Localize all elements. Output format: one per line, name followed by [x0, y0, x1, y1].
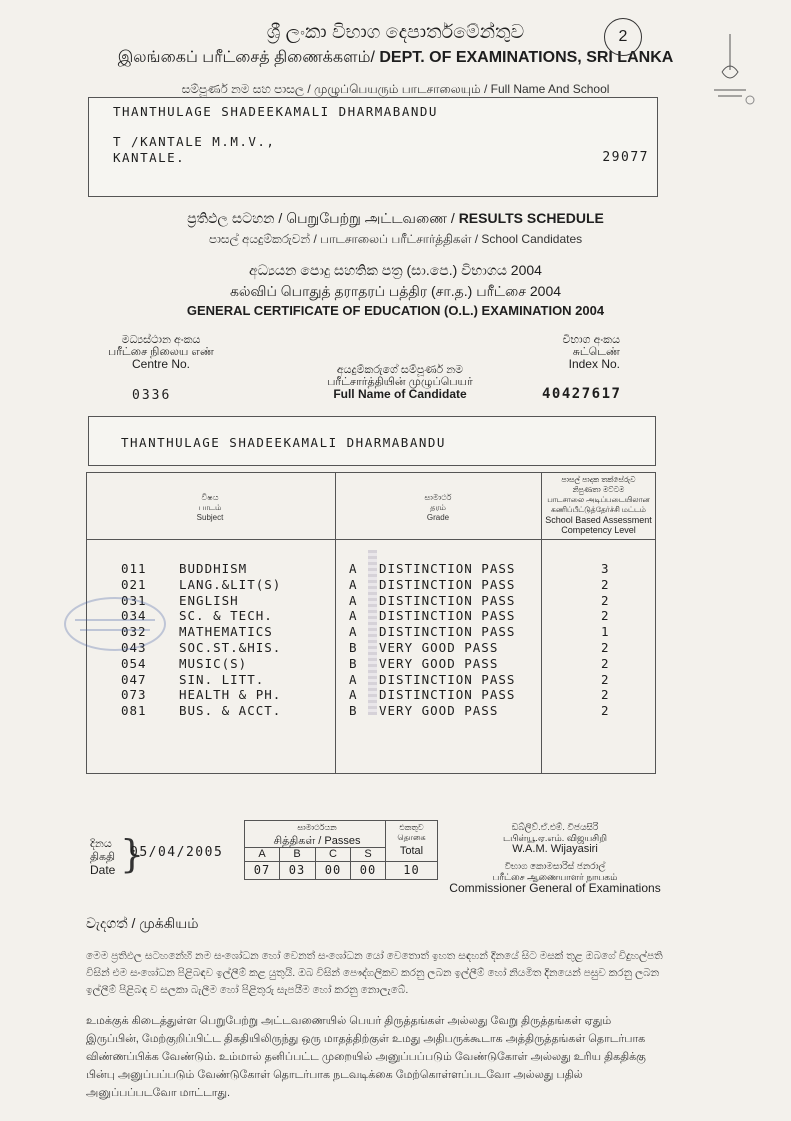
subject-code: 031 [121, 592, 147, 608]
commissioner-signature-block [440, 822, 670, 894]
pass-letter-c: C [329, 848, 337, 860]
subject-name: BUDDHISM [179, 561, 248, 576]
subject-name: SOC.ST.&HIS. [179, 640, 282, 655]
school-candidates-subtitle: පාසල් අයදුම්කරුවන් / பாடசாலைப் பரீட்சார்த்திகள் / School Candidates [208, 232, 583, 246]
school-line-2: KANTALE. [113, 150, 186, 165]
box-candidate-name: THANTHULAGE SHADEEKAMALI DHARMABANDU [113, 104, 438, 119]
pass-letter-b: B [293, 848, 301, 860]
total-ta: தொகை [397, 833, 426, 842]
pass-total: 10 [403, 863, 420, 877]
competency-level: 2 [601, 592, 610, 608]
grade-letter: A [349, 687, 358, 703]
header-sinhala: ශ්‍රී ලංකා විභාග දෙපාර්තමේන්තුව [266, 22, 525, 43]
passes-header: சித்திகள் / Passes [273, 835, 361, 847]
subject-code: 054 [121, 655, 147, 671]
handwritten-mark-icon [700, 30, 760, 110]
header-bilingual [0, 48, 791, 68]
candidate-name-box [88, 416, 656, 466]
index-label-si: විභාග අංකය [562, 334, 620, 346]
grade-letter: B [349, 703, 358, 719]
index-number: 40427617 [542, 386, 622, 402]
exam-title-si: අධ්‍යයන පොදු සහතික පත්‍ර (සා.පෙ.) විභාගය 2004 [249, 262, 542, 278]
grade-letter: A [349, 608, 358, 624]
subject-code: 047 [121, 671, 147, 687]
subject-name: MATHEMATICS [179, 624, 273, 640]
competency-level: 2 [601, 655, 610, 671]
subject-name: SC. & TECH. [179, 608, 273, 624]
title-en: RESULTS SCHEDULE [458, 210, 604, 226]
grade-letter: A [349, 671, 358, 687]
commissioner-name-en: W.A.M. Wijayasiri [512, 843, 598, 855]
school-line-1: T /KANTALE M.M.V., [113, 134, 276, 149]
grade-header-si: සාමාර්ථ [424, 493, 452, 502]
passes-header-si: සාමාර්ථයන [297, 823, 337, 832]
subject-name: BUS. & ACCT. [179, 703, 282, 719]
pass-letter-s: S [364, 848, 372, 860]
centre-label-ta: பரீட்சை நிலைய எண் [108, 346, 214, 358]
grade-text: DISTINCTION PASS [379, 671, 516, 687]
header-english: DEPT. OF EXAMINATIONS, SRI LANKA [379, 49, 674, 66]
results-schedule-title: ප්‍රතිඵල සටහන / பெறுபேற்று அட்டவணை / RESULTS SCHEDULE [187, 210, 604, 226]
commissioner-title-si: විභාග කොමසාරිස් ජනරාල් [504, 861, 606, 871]
grade-letter: A [349, 624, 358, 640]
pass-count-c: 00 [324, 863, 342, 877]
grade-text: DISTINCTION PASS [379, 687, 516, 703]
grade-header-en: Grade [426, 513, 450, 522]
grade-text: DISTINCTION PASS [379, 624, 516, 640]
title-ta: பெறுபேற்று அட்டவணை [286, 210, 448, 226]
competency-level: 2 [601, 703, 610, 719]
centre-label-si: මධ්‍යස්ථාන අංකය [121, 334, 201, 346]
date-brace-icon: } [120, 832, 145, 876]
page-number-circle: 2 [604, 18, 642, 56]
grade-text: DISTINCTION PASS [379, 592, 516, 608]
date-label-en: Date [90, 863, 116, 877]
pass-letter-a: A [258, 848, 266, 860]
competency-level-header [542, 475, 655, 535]
total-header-si [386, 823, 437, 843]
subject-header-ta: பாடம் [198, 503, 222, 512]
grade-letter: B [349, 655, 358, 671]
centre-no-label [96, 334, 226, 370]
grade-text: DISTINCTION PASS [379, 576, 516, 592]
grade-text: VERY GOOD PASS [379, 640, 499, 655]
exam-title-ta: கல்விப் பொதுத் தராதரப் பத்திர (சா.த.) பரீட்சை 2004 [229, 283, 562, 299]
level-header-ta1: பாடசாலை அடிப்படையிலான [547, 495, 650, 504]
subject-code: 011 [121, 561, 147, 576]
subject-name: ENGLISH [179, 592, 239, 608]
competency-level: 1 [601, 624, 610, 640]
exam-title-en: GENERAL CERTIFICATE OF EDUCATION (O.L.) EXAMINATION 2004 [186, 303, 605, 318]
subject-header [175, 493, 245, 523]
notice-sinhala: මෙම ප්‍රතිඵල සටහනේහි නම සංශෝධන හෝ වෙනත් සංශෝධන යෝ වෙතොත් ඉහත සඳහන් දිනයේ සිට මසක් තුළ ඔබගේ විදුහල්පති විසින් එම සංශෝධන පිළිබඳව ඉල්ලීම් කළ යුතුයි. ඔබ විසින් පෞද්ගලිකව කරනු ලබන ඉල්ලීම් හෝ නියමිත දිනයෙන් පසුව කරනු ලබන ඉල්ලීම් පිළිබඳ ව සලකා බැලීම හෝ පිළිතුරු සැපයීම හෝ කරනු නොලැබේ. [86, 950, 663, 996]
subject-code: 032 [121, 624, 147, 640]
total-header-en: Total [399, 845, 424, 857]
grade-text: VERY GOOD PASS [379, 655, 499, 671]
title-si: ප්‍රතිඵල සටහන [187, 210, 275, 226]
subject-name: SIN. LITT. [179, 671, 265, 687]
subject-name: HEALTH & PH. [179, 687, 282, 703]
grade-header [403, 493, 473, 523]
competency-level: 2 [601, 640, 610, 655]
date-label [90, 838, 115, 877]
level-header-si2: නිපුණතා මට්ටම [572, 485, 625, 494]
candidate-name: THANTHULAGE SHADEEKAMALI DHARMABANDU [121, 435, 446, 450]
school-code: 29077 [602, 150, 649, 165]
date-label-si: දිනය [90, 838, 112, 850]
name-school-box [88, 97, 658, 197]
commissioner-name-si: ඩබ්ලිව්.ඒ.එම්. විජයසිරි [511, 822, 599, 832]
date-label-ta: திகதி [90, 851, 116, 863]
centre-number: 0336 [132, 388, 172, 403]
level-header-ta2: கணிப்பீட்டுத்தேர்ச்சி மட்டம் [551, 505, 646, 514]
subject-code: 043 [121, 640, 147, 655]
grade-text: VERY GOOD PASS [379, 703, 499, 719]
grade-letter: A [349, 576, 358, 592]
notice-heading: වැදගත් / முக்கியம் [86, 915, 199, 931]
competency-level: 3 [601, 561, 610, 576]
level-header-si1: පාසල් පාදක තක්සේරුව [561, 475, 636, 484]
competency-level: 2 [601, 608, 610, 624]
index-label-en: Index No. [568, 357, 620, 371]
grade-letter: B [349, 640, 358, 655]
index-label-ta: சுட்டெண் [572, 346, 620, 358]
subject-header-si: විෂය [201, 493, 219, 502]
date-value: 05/04/2005 [130, 845, 224, 860]
subject-code: 073 [121, 687, 147, 703]
subject-code: 081 [121, 703, 147, 719]
verification-stamp-strip [368, 550, 377, 715]
subject-name: LANG.&LIT(S) [179, 576, 282, 592]
grade-letter: A [349, 561, 358, 576]
subject-code: 021 [121, 576, 147, 592]
commissioner-title-ta: பரீட்சை ஆணையாளர் நாயகம் [492, 872, 618, 882]
subject-name: MUSIC(S) [179, 655, 248, 671]
level-header-en1: School Based Assessment [545, 515, 652, 525]
pass-count-b: 03 [288, 863, 306, 877]
grade-header-ta: தரம் [430, 503, 446, 512]
notice-tamil: உமக்குக் கிடைத்துள்ள பெறுபேற்று அட்டவணையில் பெயர் திருத்தங்கள் அல்லது வேறு திருத்தங்கள் ஏதும் இருப்பின், மேற்குறிப்பிட்ட திகதியிலிருந்து ஒரு மாதத்திற்குள் உமது அதிபருக்கூடாக அத்திருத்தங்கள் தொடர்பாக விண்ணப்பிக்க வேண்டும். உம்மால் தனிப்பட்ட முறையில் அனுப்பப்படும் வேண்டுகோள் அல்லது உரிய திகதிக்கு பின்பு அனுப்பப்படும் வேண்டுகோள் தொடர்பாக நடவடிக்கை மேற்கொள்ளப்படவோ அல்லது பதில் அனுப்பப்படவோ மாட்டாது. [86, 1015, 646, 1099]
grade-text: DISTINCTION PASS [379, 561, 516, 576]
passes-table [244, 820, 438, 880]
grade-text: DISTINCTION PASS [379, 608, 516, 624]
competency-level: 2 [601, 576, 610, 592]
pass-count-s: 00 [359, 863, 377, 877]
competency-level: 2 [601, 687, 610, 703]
total-si: එකතුව [399, 823, 424, 832]
level-header-en2: Competency Level [561, 525, 636, 535]
pass-count-a: 07 [253, 863, 271, 877]
subject-header-en: Subject [196, 513, 224, 522]
faint-stamp-icon [60, 592, 170, 656]
candidate-label-si: අයදුම්කරුගේ සම්පූර්ණ නම [336, 364, 464, 376]
candidate-label-en: Full Name of Candidate [333, 387, 467, 401]
commissioner-name-ta: டபிள்யூ.ஏ.எம். விஜயசிறி [503, 833, 607, 843]
header-tamil: இலங்கைப் பரீட்சைத் திணைக்களம்/ [117, 49, 375, 66]
subject-code: 034 [121, 608, 147, 624]
candidate-name-label [270, 364, 530, 400]
commissioner-title-en: Commissioner General of Examinations [449, 881, 661, 895]
competency-level: 2 [601, 671, 610, 687]
full-name-school-label: සම්පූර්ණ නම සහ පාසල / முழுப்பெயரும் பாடசாலையும் / Full Name And School [181, 82, 610, 96]
centre-label-en: Centre No. [131, 357, 191, 371]
candidate-label-ta: பரீட்சார்த்தியின் முழுப்பெயர் [327, 376, 473, 388]
grade-letter: A [349, 592, 358, 608]
